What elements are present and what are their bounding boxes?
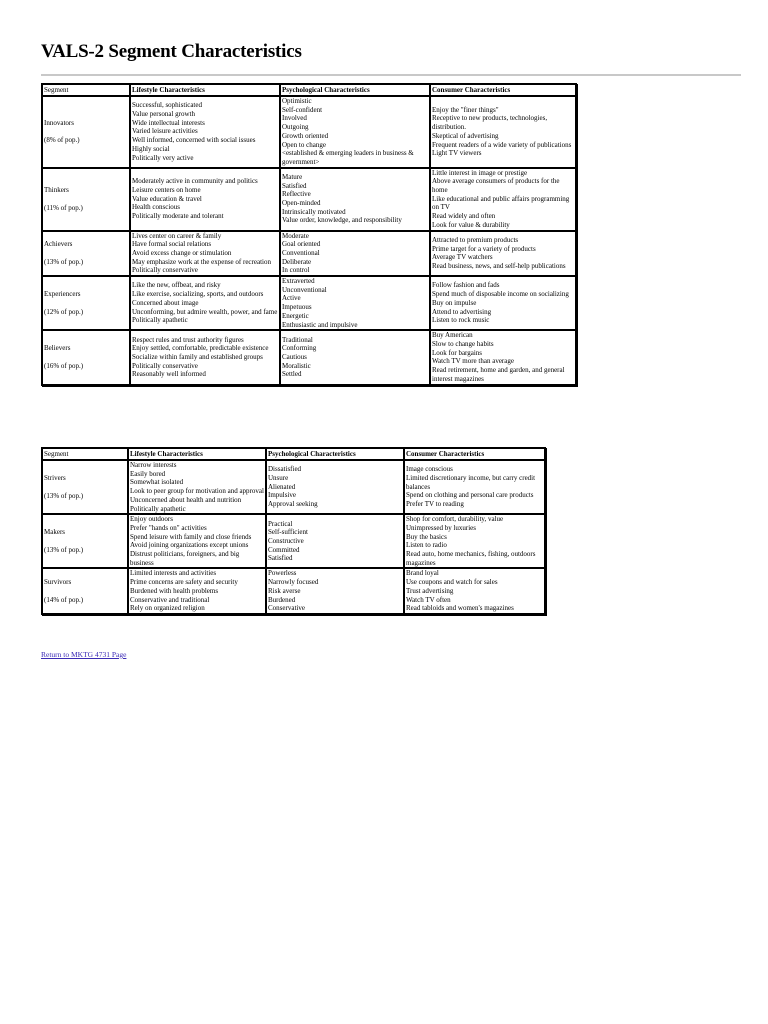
column-header: Psychological Characteristics	[280, 84, 430, 96]
psychological-item: Conventional	[282, 248, 320, 257]
segment-population: (8% of pop.)	[44, 136, 80, 145]
table-row	[42, 276, 576, 330]
lifestyle-item: Easily bored	[130, 469, 166, 478]
lifestyle-item: Politically apathetic	[132, 316, 188, 325]
column-header: Lifestyle Characteristics	[128, 448, 266, 460]
psychological-item: Narrowly focused	[268, 578, 319, 587]
psychological-item: Extraverted	[282, 277, 315, 286]
lifestyle-item: Look to peer group for motivation and approval	[130, 487, 264, 496]
table-header-row	[42, 448, 545, 460]
consumer-item: Follow fashion and fads	[432, 281, 500, 290]
psychological-cell	[280, 276, 430, 330]
consumer-item: Watch TV often	[406, 595, 451, 604]
segment-name: Achievers	[44, 240, 73, 249]
psychological-item: Open to change	[282, 140, 326, 149]
consumer-cell	[430, 330, 576, 384]
segment-cell	[42, 460, 128, 514]
lifestyle-item: Narrow interests	[130, 461, 177, 469]
consumer-cell	[430, 168, 576, 231]
psychological-cell	[266, 514, 404, 568]
lifestyle-cell	[130, 276, 280, 330]
consumer-item: Limited discretionary income, but carry credit balances	[406, 474, 536, 491]
psychological-item: Intrinsically motivated	[282, 207, 346, 216]
consumer-item: Frequent readers of a wide variety of publications	[432, 140, 572, 149]
column-header: Lifestyle Characteristics	[130, 84, 280, 96]
lifestyle-item: Have formal social relations	[132, 240, 212, 249]
column-header: Consumer Characteristics	[430, 84, 576, 96]
psychological-item: Growth oriented	[282, 131, 329, 140]
consumer-item: Listen to rock music	[432, 316, 490, 325]
consumer-item: Skeptical of advertising	[432, 131, 499, 140]
lifestyle-item: Prefer "hands on" activities	[130, 523, 207, 532]
psychological-item: In control	[282, 266, 310, 275]
lifestyle-item: Like the new, offbeat, and risky	[132, 281, 221, 290]
consumer-cell	[404, 460, 545, 514]
segment-name: Experiencers	[44, 289, 81, 298]
psychological-item: Optimistic	[282, 97, 312, 105]
lifestyle-item: Conservative and traditional	[130, 595, 210, 604]
lifestyle-item: Reasonably well informed	[132, 370, 206, 379]
psychological-item: Constructive	[268, 536, 304, 545]
lifestyle-item: Enjoy settled, comfortable, predictable existence	[132, 344, 269, 353]
psychological-item: Dissatisfied	[268, 465, 302, 474]
segment-cell	[42, 514, 128, 568]
consumer-item: Watch TV more than average	[432, 357, 514, 366]
lifestyle-item: Somewhat isolated	[130, 478, 184, 487]
psychological-item: Involved	[282, 114, 307, 123]
lifestyle-item: Unconcerned about health and nutrition	[130, 495, 242, 504]
psychological-item: Enthusiastic and impulsive	[282, 320, 358, 329]
lifestyle-item: Highly social	[132, 144, 170, 153]
lifestyle-item: Value personal growth	[132, 110, 195, 119]
psychological-item: Alienated	[268, 482, 296, 491]
consumer-item: Receptive to new products, technologies, distribution.	[432, 114, 548, 132]
psychological-item: Satisfied	[268, 554, 293, 563]
segment-population: (14% of pop.)	[44, 595, 84, 604]
consumer-item: Read tabloids and women's magazines	[406, 604, 514, 613]
segment-population: (12% of pop.)	[44, 307, 84, 316]
lifestyle-item: Spend leisure with family and close friends	[130, 532, 252, 541]
psychological-item: Powerless	[268, 569, 297, 578]
segment-cell	[42, 568, 128, 614]
lifestyle-item: Concerned about image	[132, 298, 199, 307]
lifestyle-cell	[130, 168, 280, 231]
psychological-cell	[266, 460, 404, 514]
consumer-item: Buy American	[432, 331, 473, 340]
lifestyle-cell	[130, 96, 280, 168]
consumer-item: Look for value & durability	[432, 220, 510, 229]
lifestyle-item: Limited interests and activities	[130, 569, 217, 578]
lifestyle-cell	[128, 568, 266, 614]
psychological-item: Conservative	[268, 604, 305, 613]
lifestyle-item: May emphasize work at the expense of recreation	[132, 257, 271, 266]
segment-population: (11% of pop.)	[44, 203, 83, 212]
segment-cell	[42, 168, 130, 231]
segment-cell	[42, 96, 130, 168]
consumer-item: Read retirement, home and garden, and general interest magazines	[432, 366, 565, 383]
lifestyle-cell	[128, 514, 266, 568]
consumer-item: Light TV viewers	[432, 149, 482, 158]
consumer-item: Prefer TV to reading	[406, 500, 464, 509]
table-row	[42, 231, 576, 277]
psychological-item: Self-sufficient	[268, 528, 308, 537]
psychological-item: Goal oriented	[282, 240, 321, 249]
psychological-cell	[266, 568, 404, 614]
psychological-item: Reflective	[282, 190, 311, 199]
lifestyle-cell	[130, 231, 280, 277]
consumer-item: Attracted to premium products	[432, 235, 519, 244]
consumer-item: Average TV watchers	[432, 253, 493, 262]
table-row	[42, 330, 576, 384]
psychological-item: Traditional	[282, 335, 313, 344]
consumer-item: Brand loyal	[406, 569, 439, 578]
consumer-cell	[430, 96, 576, 168]
lifestyle-item: Leisure centers on home	[132, 186, 201, 195]
segment-name: Thinkers	[44, 185, 69, 194]
psychological-item: Self-confident	[282, 105, 323, 114]
segment-population: (13% of pop.)	[44, 257, 84, 266]
psychological-item: Value order, knowledge, and responsibility	[282, 216, 402, 225]
segment-cell	[42, 231, 130, 277]
column-header: Segment	[42, 448, 128, 460]
consumer-item: Above average consumers of products for the home	[432, 177, 560, 195]
lifestyle-item: Enjoy outdoors	[130, 515, 173, 524]
lifestyle-item: Politically conservative	[132, 266, 198, 275]
psychological-item: Mature	[282, 172, 303, 181]
segment-name: Believers	[44, 344, 71, 353]
segment-cell	[42, 330, 130, 384]
psychological-item: Active	[282, 294, 301, 303]
consumer-item: Slow to change habits	[432, 339, 494, 348]
consumer-cell	[404, 568, 545, 614]
lifestyle-cell	[128, 460, 266, 514]
lifestyle-item: Moderately active in community and politics	[132, 177, 258, 186]
psychological-item: Energetic	[282, 311, 309, 320]
consumer-item: Attend to advertising	[432, 307, 492, 316]
psychological-item: Approval seeking	[268, 500, 318, 509]
consumer-item: Unimpressed by luxuries	[406, 523, 476, 532]
page-title: VALS-2 Segment Characteristics	[41, 41, 302, 62]
segments-table-2	[41, 447, 546, 615]
psychological-item: Moralistic	[282, 361, 311, 370]
lifestyle-item: Respect rules and trust authority figures	[132, 335, 244, 344]
lifestyle-item: Unconforming, but admire wealth, power, and fame	[132, 307, 278, 316]
lifestyle-item: Rely on organized religion	[130, 604, 205, 613]
psychological-item: Settled	[282, 370, 302, 379]
table-row	[42, 96, 576, 168]
consumer-item: Read auto, home mechanics, fishing, outdoors magazines	[406, 550, 536, 567]
table-row	[42, 460, 545, 514]
consumer-item: Prime target for a variety of products	[432, 244, 536, 253]
segment-population: (13% of pop.)	[44, 545, 84, 554]
lifestyle-item: Distrust politicians, foreigners, and big business	[130, 550, 240, 567]
consumer-item: Like educational and public affairs programming on TV	[432, 194, 570, 212]
lifestyle-item: Value education & travel	[132, 194, 202, 203]
psychological-item: Impetuous	[282, 303, 312, 312]
consumer-item: Image conscious	[406, 465, 453, 474]
table-header-row	[42, 84, 576, 96]
lifestyle-item: Burdened with health problems	[130, 586, 219, 595]
consumer-item: Enjoy the "finer things"	[432, 105, 499, 114]
consumer-item: Spend on clothing and personal care products	[406, 491, 534, 500]
segment-name: Innovators	[44, 118, 74, 127]
psychological-item: Burdened	[268, 595, 296, 604]
psychological-item: Impulsive	[268, 491, 296, 500]
psychological-item: <established & emerging leaders in business & government>	[282, 149, 414, 166]
table-row	[42, 568, 545, 614]
consumer-item: Look for bargains	[432, 348, 483, 357]
consumer-item: Trust advertising	[406, 586, 454, 595]
psychological-item: Deliberate	[282, 257, 312, 266]
lifestyle-item: Wide intellectual interests	[132, 118, 205, 127]
table-row	[42, 168, 576, 231]
psychological-item: Moderate	[282, 231, 309, 240]
psychological-cell	[280, 231, 430, 277]
psychological-cell	[280, 168, 430, 231]
consumer-cell	[404, 514, 545, 568]
psychological-item: Committed	[268, 545, 300, 554]
psychological-item: Cautious	[282, 353, 307, 362]
consumer-item: Shop for comfort, durability, value	[406, 515, 504, 524]
psychological-item: Risk averse	[268, 586, 301, 595]
consumer-item: Buy the basics	[406, 532, 447, 541]
consumer-cell	[430, 276, 576, 330]
column-header: Segment	[42, 84, 130, 96]
lifestyle-item: Avoid joining organizations except unions	[130, 541, 249, 550]
psychological-item: Conforming	[282, 344, 317, 353]
lifestyle-cell	[130, 330, 280, 384]
segment-population: (16% of pop.)	[44, 361, 84, 370]
psychological-item: Open-minded	[282, 199, 321, 208]
segments-table-1	[41, 83, 577, 386]
column-header: Psychological Characteristics	[266, 448, 404, 460]
segment-cell	[42, 276, 130, 330]
column-header: Consumer Characteristics	[404, 448, 545, 460]
return-to-mktg-link[interactable]: Return to MKTG 4731 Page	[41, 650, 127, 659]
consumer-item: Read business, news, and self-help publications	[432, 262, 566, 270]
consumer-item: Buy on impulse	[432, 298, 477, 307]
psychological-cell	[280, 96, 430, 168]
consumer-cell	[430, 231, 576, 277]
lifestyle-item: Like exercise, socializing, sports, and outdoors	[132, 290, 264, 299]
lifestyle-item: Avoid excess change or stimulation	[132, 248, 232, 257]
consumer-item: Spend much of disposable income on socializing	[432, 290, 569, 299]
consumer-item: Use coupons and watch for sales	[406, 578, 498, 587]
lifestyle-item: Varied leisure activities	[132, 127, 198, 136]
lifestyle-item: Politically moderate and tolerant	[132, 212, 224, 221]
lifestyle-item: Politically conservative	[132, 361, 198, 370]
lifestyle-item: Prime concerns are safety and security	[130, 578, 238, 587]
lifestyle-item: Socialize within family and established groups	[132, 353, 263, 362]
lifestyle-item: Lives center on career & family	[132, 231, 222, 240]
lifestyle-item: Successful, sophisticated	[132, 101, 202, 110]
psychological-item: Unsure	[268, 474, 289, 483]
consumer-item: Little interest in image or prestige	[432, 168, 528, 177]
consumer-item: Read widely and often	[432, 212, 496, 221]
psychological-item: Satisfied	[282, 181, 307, 190]
table-row	[42, 514, 545, 568]
segment-name: Survivors	[44, 577, 72, 586]
lifestyle-item: Health conscious	[132, 203, 181, 212]
title-divider	[41, 74, 741, 76]
segment-population: (13% of pop.)	[44, 491, 84, 500]
lifestyle-item: Politically very active	[132, 153, 194, 162]
psychological-cell	[280, 330, 430, 384]
psychological-item: Practical	[268, 519, 293, 528]
psychological-item: Unconventional	[282, 285, 327, 294]
lifestyle-item: Politically apathetic	[130, 504, 186, 513]
lifestyle-item: Well informed, concerned with social issues	[132, 136, 256, 145]
segment-name: Strivers	[44, 473, 66, 482]
segment-name: Makers	[44, 528, 65, 537]
consumer-item: Listen to radio	[406, 541, 447, 550]
psychological-item: Outgoing	[282, 123, 309, 132]
